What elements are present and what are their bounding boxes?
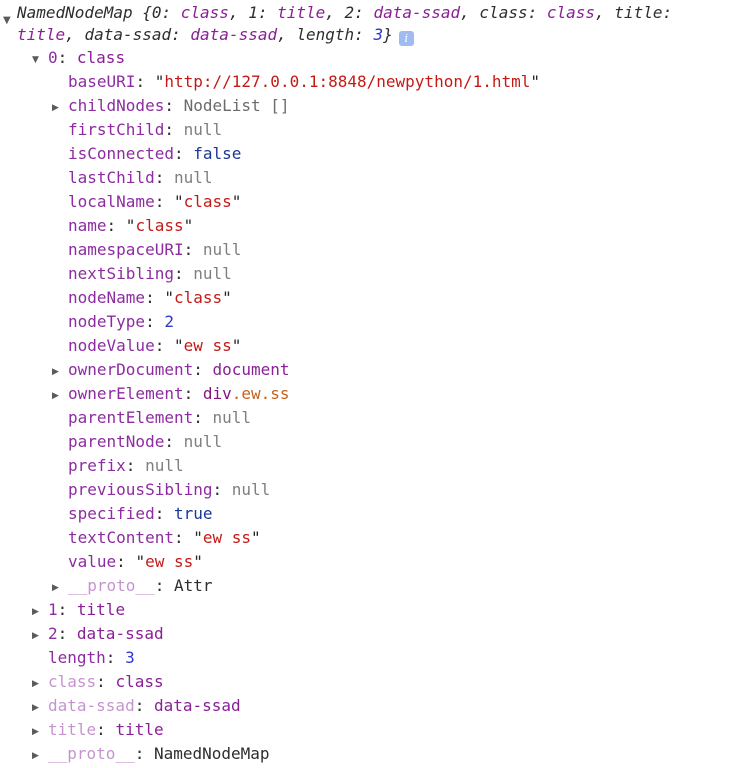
tree-row-namespaceURI: [0, 238, 743, 262]
property-key: length: [48, 648, 106, 667]
property-key: name: [68, 216, 107, 235]
property-value-plain: NamedNodeMap: [153, 744, 270, 763]
property-key: namespaceURI: [68, 240, 184, 259]
property-value-obj: NodeList []: [183, 96, 290, 115]
property-value-bool: false: [193, 144, 242, 163]
tree-row-2[interactable]: [0, 622, 743, 646]
expand-arrow-icon[interactable]: ▶: [32, 727, 39, 737]
tree-row-baseURI: [0, 70, 743, 94]
property-key: nodeType: [68, 312, 146, 331]
tree-row-nodeType: [0, 310, 743, 334]
tree-row-childNodes[interactable]: [0, 94, 743, 118]
property-value-str: ew ss: [145, 552, 194, 571]
property-value-attr: title: [76, 600, 126, 619]
info-icon[interactable]: i: [399, 31, 414, 46]
tree-row-parentNode: [0, 430, 743, 454]
tree-row-data-ssad[interactable]: [0, 694, 743, 718]
property-value-quote: ": [135, 552, 146, 571]
colon-separator: :: [154, 168, 174, 187]
property-value-attr: document: [212, 360, 290, 379]
tree-row-title[interactable]: [0, 718, 743, 742]
tree-row-nodeName: [0, 286, 743, 310]
property-key: 2: [48, 624, 58, 643]
token-num: 3: [373, 25, 384, 44]
token-plain: , title:: [595, 3, 673, 22]
property-value-node-tag: div: [202, 384, 232, 403]
token-attr: data-ssad: [190, 25, 278, 44]
tree-row-class[interactable]: [0, 670, 743, 694]
property-value-plain: Attr: [173, 576, 213, 595]
tree-row-value: [0, 550, 743, 574]
property-value-null: null: [202, 240, 242, 259]
colon-separator: :: [193, 408, 213, 427]
colon-separator: :: [164, 432, 184, 451]
token-plain: , 2:: [325, 3, 374, 22]
property-value-attr: data-ssad: [153, 696, 241, 715]
token-plain: NamedNodeMap {0:: [17, 3, 181, 22]
tree-row-parentElement: [0, 406, 743, 430]
property-key: __proto__: [68, 576, 155, 595]
property-value-quote: ": [173, 336, 184, 355]
property-key: nextSibling: [68, 264, 174, 283]
expand-arrow-icon[interactable]: ▶: [32, 751, 39, 761]
tree-row-nodeValue: [0, 334, 743, 358]
expand-arrow-icon[interactable]: ▶: [32, 679, 39, 689]
tree-row-nextSibling: [0, 262, 743, 286]
colon-separator: :: [57, 624, 77, 643]
colon-separator: :: [57, 600, 77, 619]
collapse-arrow-icon[interactable]: ▼: [3, 15, 11, 26]
colon-separator: :: [134, 696, 154, 715]
property-key: isConnected: [68, 144, 174, 163]
expand-arrow-icon[interactable]: ▶: [52, 103, 59, 113]
tree-row-specified: [0, 502, 743, 526]
property-value-str: ew ss: [183, 336, 232, 355]
property-value-null: null: [231, 480, 271, 499]
property-value-str: class: [135, 216, 184, 235]
tree-row-firstChild: [0, 118, 743, 142]
property-value-num: 3: [125, 648, 135, 667]
token-plain: , data-ssad:: [65, 25, 191, 44]
tree-row-prefix: [0, 454, 743, 478]
property-value-quote: ": [222, 288, 232, 307]
colon-separator: :: [164, 96, 184, 115]
colon-separator: :: [154, 576, 174, 595]
property-key: value: [68, 552, 117, 571]
property-value-quote: ": [173, 192, 184, 211]
property-value-quote: ": [193, 552, 203, 571]
property-value-quote: ": [530, 72, 541, 91]
property-value-null: null: [193, 264, 232, 283]
colon-separator: :: [173, 264, 194, 283]
property-key: baseURI: [68, 72, 136, 91]
property-key: localName: [68, 192, 155, 211]
property-key: class: [48, 672, 97, 691]
token-attr: class: [546, 3, 596, 22]
token-attr: class: [180, 3, 229, 22]
colon-separator: :: [134, 744, 154, 763]
expand-arrow-icon[interactable]: ▶: [32, 631, 39, 641]
property-value-quote: ": [193, 528, 203, 547]
property-key: 1: [48, 600, 58, 619]
object-property-tree: [0, 46, 743, 766]
property-key: 0: [48, 48, 58, 67]
property-key: prefix: [68, 456, 126, 475]
property-value-quote: ": [164, 288, 174, 307]
tree-row-ownerElement[interactable]: [0, 382, 743, 406]
colon-separator: :: [154, 192, 174, 211]
tree-row-lastChild: [0, 166, 743, 190]
expand-arrow-icon[interactable]: ▶: [52, 583, 59, 593]
colon-separator: :: [154, 504, 174, 523]
property-value-node-class: .ew.ss: [231, 384, 290, 403]
tree-row-name: [0, 214, 743, 238]
property-value-attr: class: [115, 672, 164, 691]
colon-separator: :: [96, 672, 116, 691]
tree-row-ownerDocument[interactable]: [0, 358, 743, 382]
tree-row-__proto__[interactable]: [0, 574, 743, 598]
colon-separator: :: [96, 720, 116, 739]
colon-separator: :: [164, 120, 184, 139]
colon-separator: :: [105, 648, 126, 667]
property-value-attr: data-ssad: [76, 624, 164, 643]
token-plain: , length:: [277, 25, 374, 44]
property-key: ownerDocument: [68, 360, 194, 379]
property-key: nodeName: [68, 288, 146, 307]
property-value-str: ew ss: [202, 528, 252, 547]
property-key: lastChild: [68, 168, 155, 187]
property-value-null: null: [183, 120, 223, 139]
property-value-bool: true: [173, 504, 213, 523]
tree-row-1[interactable]: [0, 598, 743, 622]
colon-separator: :: [154, 336, 174, 355]
colon-separator: :: [145, 312, 165, 331]
property-value-quote: ": [183, 216, 194, 235]
property-value-attr: title: [115, 720, 164, 739]
colon-separator: :: [135, 72, 155, 91]
colon-separator: :: [173, 528, 194, 547]
colon-separator: :: [125, 456, 146, 475]
property-value-num: 2: [164, 312, 174, 331]
property-value-quote: ": [154, 72, 165, 91]
property-value-null: null: [173, 168, 213, 187]
expand-arrow-icon[interactable]: ▶: [52, 367, 59, 377]
property-value-quote: ": [231, 192, 242, 211]
property-value-str: class: [173, 288, 223, 307]
token-plain: , class:: [460, 3, 547, 22]
property-key: parentNode: [68, 432, 165, 451]
token-attr: title: [277, 3, 326, 22]
colon-separator: :: [57, 48, 77, 67]
property-value-null: null: [183, 432, 223, 451]
colon-separator: :: [116, 552, 136, 571]
property-value-str: http://127.0.0.1:8848/newpython/1.html: [164, 72, 531, 91]
tree-row-localName: [0, 190, 743, 214]
property-key: nodeValue: [68, 336, 155, 355]
property-value-null: null: [145, 456, 184, 475]
colon-separator: :: [193, 360, 213, 379]
property-value-quote: ": [125, 216, 136, 235]
property-key: firstChild: [68, 120, 165, 139]
tree-row-length: [0, 646, 743, 670]
property-key: specified: [68, 504, 155, 523]
tree-row-__proto__[interactable]: [0, 742, 743, 766]
property-key: previousSibling: [68, 480, 213, 499]
colon-separator: :: [212, 480, 232, 499]
token-plain: , 1:: [228, 3, 278, 22]
expand-arrow-icon[interactable]: ▶: [52, 391, 59, 401]
tree-row-isConnected: [0, 142, 743, 166]
expand-arrow-icon[interactable]: ▶: [32, 703, 39, 713]
property-key: ownerElement: [68, 384, 184, 403]
property-value-str: class: [183, 192, 232, 211]
tree-row-0[interactable]: [0, 46, 743, 70]
token-attr: data-ssad: [373, 3, 461, 22]
colon-separator: :: [173, 144, 194, 163]
object-preview-header[interactable]: [17, 2, 707, 46]
token-attr: title: [17, 25, 66, 44]
object-preview-text: [17, 3, 672, 44]
colon-separator: :: [183, 384, 203, 403]
property-key: childNodes: [68, 96, 165, 115]
property-key: textContent: [68, 528, 174, 547]
token-plain: }: [383, 25, 393, 44]
property-key: data-ssad: [48, 696, 135, 715]
tree-row-previousSibling: [0, 478, 743, 502]
property-value-quote: ": [251, 528, 261, 547]
property-value-quote: ": [231, 336, 242, 355]
property-value-attr: class: [76, 48, 126, 67]
property-value-null: null: [212, 408, 252, 427]
collapse-arrow-icon[interactable]: ▼: [32, 55, 39, 65]
colon-separator: :: [106, 216, 126, 235]
property-key: title: [48, 720, 97, 739]
colon-separator: :: [183, 240, 203, 259]
expand-arrow-icon[interactable]: ▶: [32, 607, 39, 617]
tree-row-textContent: [0, 526, 743, 550]
property-key: parentElement: [68, 408, 194, 427]
colon-separator: :: [145, 288, 165, 307]
property-key: __proto__: [48, 744, 135, 763]
